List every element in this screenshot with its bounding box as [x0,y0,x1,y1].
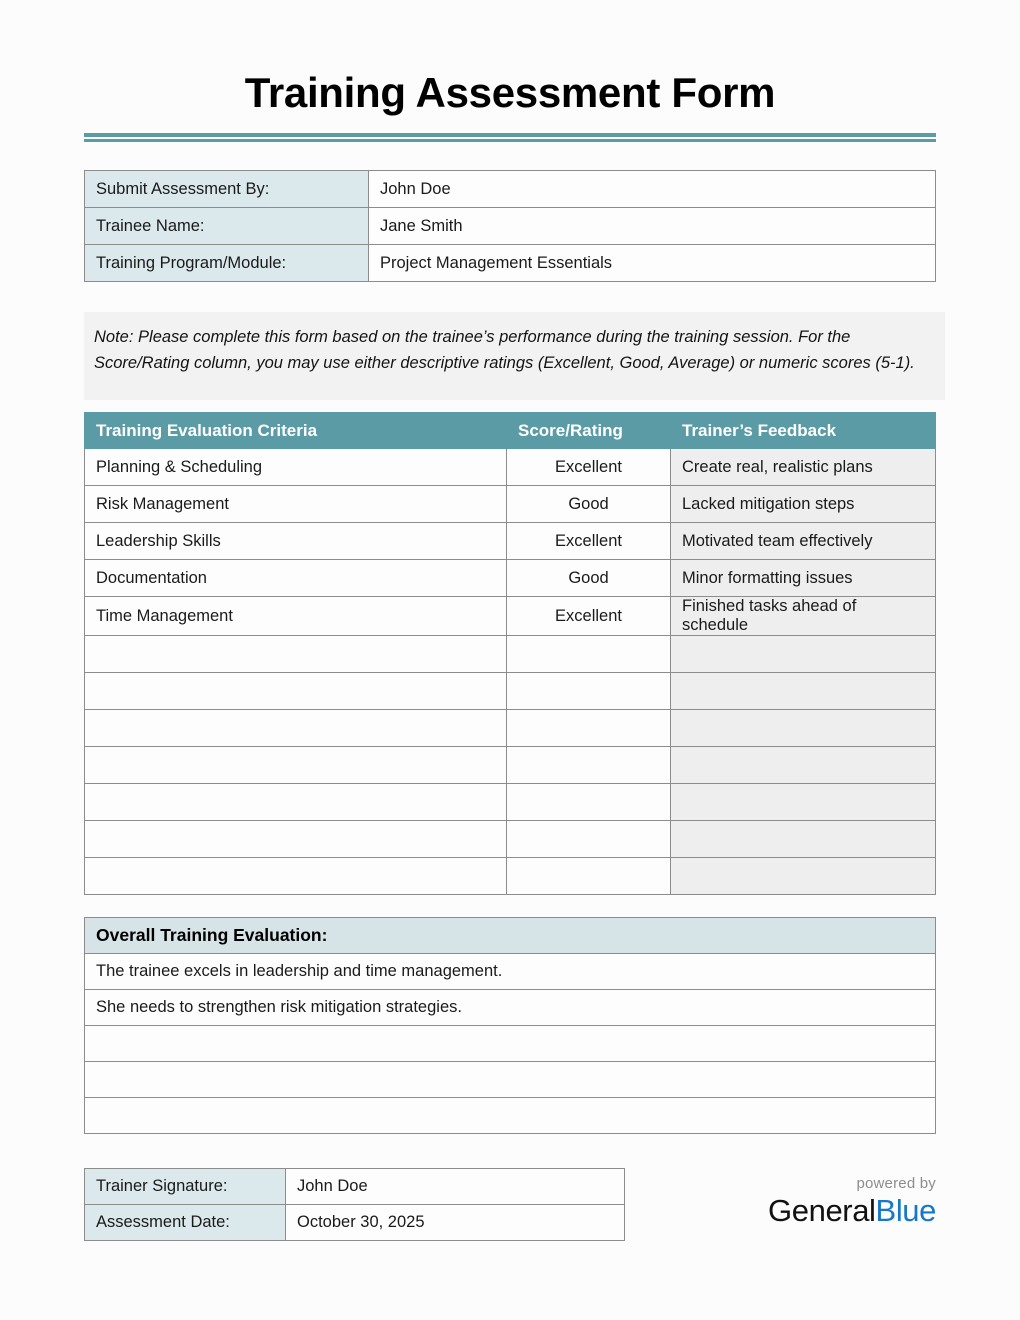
divider-line-top [84,133,936,137]
table-row [85,171,936,208]
column-header-score: Score/Rating [507,413,671,449]
trainer-signature-value[interactable]: John Doe [286,1169,625,1205]
table-row [85,1169,625,1205]
submission-info-table [84,170,936,282]
feedback-cell[interactable]: Create real, realistic plans [671,449,936,486]
score-cell[interactable]: Good [507,560,671,597]
score-cell[interactable] [507,710,671,747]
table-row [85,1098,936,1134]
feedback-cell[interactable] [671,636,936,673]
evaluation-table-head [85,413,936,449]
feedback-cell[interactable] [671,858,936,895]
signature-table-body [85,1169,625,1241]
assessment-date-value[interactable]: October 30, 2025 [286,1205,625,1241]
submit-assessment-by-label: Submit Assessment By: [85,171,369,208]
submission-info-body [85,171,936,282]
criteria-cell[interactable]: Leadership Skills [85,523,507,560]
assessment-date-label: Assessment Date: [85,1205,286,1241]
submit-assessment-by-value[interactable]: John Doe [369,171,936,208]
trainee-name-label: Trainee Name: [85,208,369,245]
score-cell[interactable]: Excellent [507,449,671,486]
generalblue-logo [768,1176,936,1226]
score-cell[interactable] [507,747,671,784]
training-program-value[interactable]: Project Management Essentials [369,245,936,282]
score-cell[interactable] [507,784,671,821]
table-header-row [85,918,936,954]
criteria-cell[interactable] [85,821,507,858]
score-cell[interactable]: Excellent [507,597,671,636]
score-cell[interactable] [507,673,671,710]
overall-evaluation-line[interactable]: The trainee excels in leadership and time management. [85,954,936,990]
feedback-cell[interactable]: Minor formatting issues [671,560,936,597]
criteria-cell[interactable] [85,710,507,747]
criteria-cell[interactable] [85,784,507,821]
overall-evaluation-line[interactable] [85,1098,936,1134]
column-header-criteria: Training Evaluation Criteria [85,413,507,449]
table-row [85,954,936,990]
score-cell[interactable]: Good [507,486,671,523]
feedback-cell[interactable]: Finished tasks ahead of schedule [671,597,936,636]
brand-general-text: General [768,1193,876,1228]
score-cell[interactable] [507,821,671,858]
score-cell[interactable] [507,858,671,895]
criteria-cell[interactable] [85,747,507,784]
trainer-signature-label: Trainer Signature: [85,1169,286,1205]
brand-blue-text: Blue [875,1193,936,1228]
overall-evaluation-line[interactable] [85,1026,936,1062]
criteria-cell[interactable]: Documentation [85,560,507,597]
table-header-row [85,413,936,449]
table-row [85,636,936,673]
criteria-cell[interactable]: Risk Management [85,486,507,523]
signature-table [84,1168,625,1241]
feedback-cell[interactable] [671,710,936,747]
table-row [85,486,936,523]
table-row [85,990,936,1026]
table-row [85,673,936,710]
table-row [85,560,936,597]
overall-evaluation-body [85,918,936,1134]
feedback-cell[interactable]: Motivated team effectively [671,523,936,560]
training-program-label: Training Program/Module: [85,245,369,282]
overall-evaluation-line[interactable]: She needs to strengthen risk mitigation strategies. [85,990,936,1026]
table-row [85,747,936,784]
column-header-feedback: Trainer’s Feedback [671,413,936,449]
table-row [85,1062,936,1098]
trainee-name-value[interactable]: Jane Smith [369,208,936,245]
table-row [85,597,936,636]
table-row [85,821,936,858]
page-title: Training Assessment Form [244,69,776,116]
feedback-cell[interactable] [671,673,936,710]
criteria-cell[interactable] [85,673,507,710]
table-row [85,245,936,282]
table-row [85,208,936,245]
score-cell[interactable]: Excellent [507,523,671,560]
title-divider [84,133,936,142]
table-row [85,1205,625,1241]
criteria-cell[interactable] [85,858,507,895]
table-row [85,1026,936,1062]
table-row [85,710,936,747]
table-row [85,784,936,821]
score-cell[interactable] [507,636,671,673]
overall-evaluation-line[interactable] [85,1062,936,1098]
feedback-cell[interactable] [671,821,936,858]
feedback-cell[interactable] [671,784,936,821]
instructions-note: Note: Please complete this form based on the trainee’s performance during the training session. For the Score/Rating column, you may use either descriptive ratings (Excellent, Good, Average) or numeric scores (5-1). [84,312,945,400]
overall-evaluation-table [84,917,936,1134]
table-row [85,858,936,895]
feedback-cell[interactable] [671,747,936,784]
criteria-cell[interactable]: Time Management [85,597,507,636]
table-row [85,449,936,486]
criteria-cell[interactable] [85,636,507,673]
evaluation-criteria-table [84,412,936,895]
brand-wordmark [768,1195,936,1226]
divider-line-bottom [84,139,936,142]
feedback-cell[interactable]: Lacked mitigation steps [671,486,936,523]
overall-evaluation-header: Overall Training Evaluation: [85,918,936,954]
evaluation-table-body [85,449,936,895]
table-row [85,523,936,560]
powered-by-label: powered by [856,1175,936,1192]
criteria-cell[interactable]: Planning & Scheduling [85,449,507,486]
